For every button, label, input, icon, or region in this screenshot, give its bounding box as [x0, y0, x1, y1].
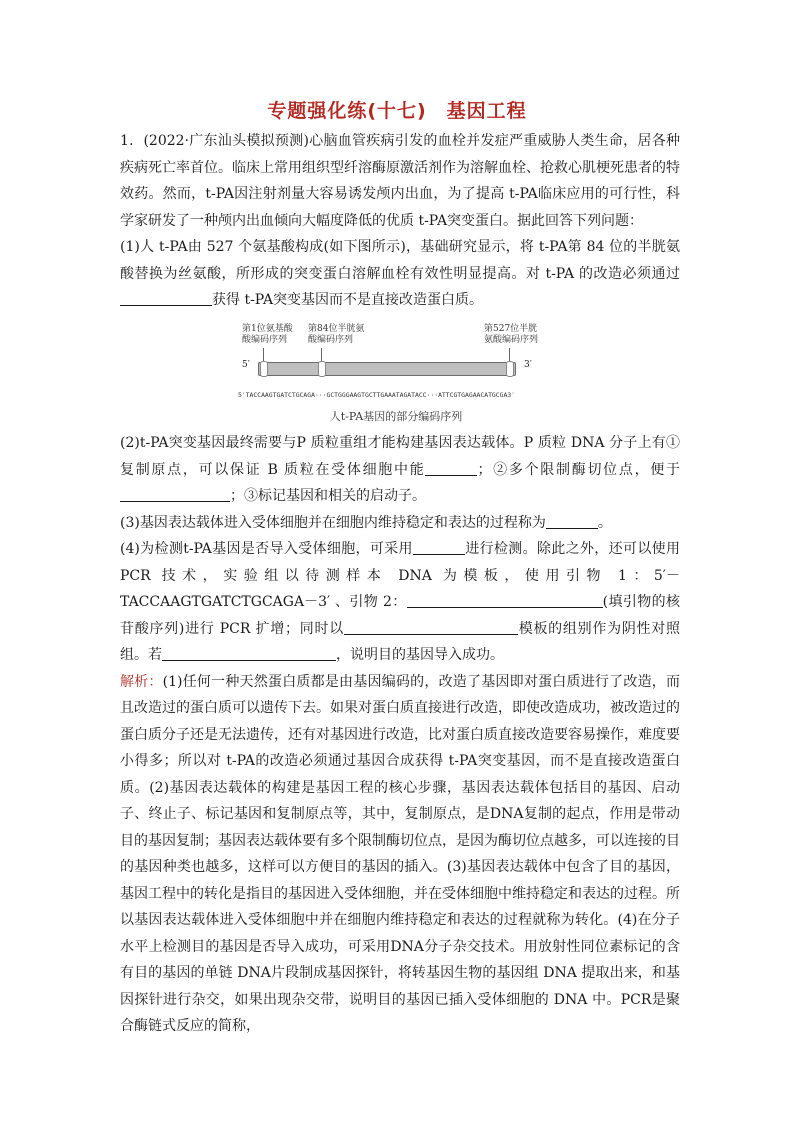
- part-1-text-a: (1)人 t-PA由 527 个氨基酸构成(如下图所示)，基础研究显示，将 t-PA第 84 位的半胱氨酸替换为丝氨酸，所形成的突变蛋白溶解血栓有效性明显提高。对 t-PA 的改造必须通过: [120, 239, 680, 282]
- part-4-text-c: (填引物的核苷酸序列)进行 PCR 扩增；同时以: [120, 594, 680, 637]
- part-4-text-a: (4)为检测t-PA基因是否导入受体细胞，可采用: [120, 541, 413, 557]
- answer-blank-7[interactable]: [344, 620, 518, 635]
- part-4-text-e: ，说明目的基因导入成功。: [336, 647, 504, 663]
- gene-diagram: [236, 320, 556, 430]
- marker-aa1: [260, 361, 268, 377]
- question-intro: 1．(2022·广东汕头模拟预测)心脑血管疾病引发的血栓并发症严重威胁人类生命，居各种疾病死亡率首位。临床上常用组织型纤溶酶原激活剂作为溶解血栓、抢救心肌梗死患者的特效药。然而，t-PA因注射剂量大容易诱发颅内出血，为了提高 t-PA临床应用的可行性，科学家研发了一种颅内出血倾向大幅度降低的优质 t-PA突变蛋白。据此回答下列问题：: [120, 133, 680, 229]
- coding-sequence: 5′TACCAAGTGATCTGCAGA···GCTGGGAAGTGCTTGAAATAGATACC···ATTCGTGAGAACATGCGA3′: [238, 391, 516, 399]
- pointer-aa527: [509, 348, 510, 361]
- answer-blank-3[interactable]: [120, 487, 230, 502]
- part-2-text-a: (2)t-PA突变基因最终需要与P 质粒重组才能构建基因表达载体。P 质粒 DNA 分子上有①复制原点，可以保证 B 质粒在受体细胞中能: [120, 435, 680, 478]
- answer-blank-6[interactable]: [407, 593, 603, 608]
- question-part-3: [120, 510, 680, 537]
- answer-blank-2[interactable]: [425, 461, 477, 476]
- question-1-block: [120, 128, 680, 314]
- explanation-text: (1)任何一种天然蛋白质都是由基因编码的，改造了基因即对蛋白质进行了改造，而且改造过的蛋白质可以遗传下去。如果对蛋白质直接进行改造，即使改造成功，被改造过的蛋白质分子还是无法遗传，还有对基因进行改造，比对蛋白质直接改造要容易操作，难度要小得多；所以对 t-PA的改造必须通过基因合成获得 t-PA突变基因，而不是直接改造蛋白质。(2)基因表达载体的构建是基因工程的核心步骤，基因表达载体包括目的基因、启动子、终止子、标记基因和复制原点等，其中，复制原点，是DNA复制的起点，作用是带动目的基因复制；基因表达载体要有多个限制酶切位点，是因为酶切位点越多，可以连接的目的基因种类也越多，这样可以方便目的基因的插入。(3)基因表达载体中包含了目的基因，基因工程中的转化是指目的基因进入受体细胞，并在受体细胞中维持稳定和表达的过程。所以基因表达载体进入受体细胞中并在细胞内维持稳定和表达的过程就称为转化。(4)在分子水平上检测目的基因是否导入成功，可采用DNA分子杂交技术。用放射性同位素标记的含有目的基因的单链 DNA片段制成基因探针，将转基因生物的基因组 DNA 提取出来，和基因探针进行杂交，如果出现杂交带，说明目的基因已插入受体细胞的 DNA 中。PCR是聚合酶链式反应的简称，: [120, 673, 680, 1034]
- part-3-text-b: 。: [597, 514, 612, 531]
- question-part-2: [120, 430, 680, 510]
- marker-aa527: [506, 361, 514, 377]
- label-aa1: 第1位氨基酸 酸编码序列: [242, 324, 293, 345]
- part-1-text-b: 获得 t-PA突变基因而不是直接改造蛋白质。: [212, 292, 484, 308]
- gene-bar: [258, 362, 516, 376]
- pointer-aa84: [321, 348, 322, 361]
- question-parts-2-4: [120, 430, 680, 1040]
- three-prime-end: 3′: [524, 360, 532, 370]
- answer-explanation: [120, 669, 680, 1040]
- explanation-label: 解析：: [120, 673, 163, 690]
- answer-blank-1[interactable]: [120, 291, 212, 306]
- pointer-aa1: [263, 348, 264, 361]
- part-4-text-d: 模板的组别作为阴性对照组。若: [120, 620, 681, 663]
- answer-blank-8[interactable]: [162, 646, 336, 661]
- label-aa527: 第527位半胱 氨酸编码序列: [484, 324, 539, 345]
- five-prime-end: 5′: [242, 360, 250, 370]
- answer-blank-4[interactable]: [546, 514, 598, 529]
- question-part-1: [120, 234, 680, 314]
- part-4-text-b: 进行检测。除此之外，还可以使用 PCR 技术，实验组以待测样本 DNA 为模板，使用引物 1：5′－TACCAAGTGATCTGCAGA－3′ 、引物 2：: [120, 541, 681, 610]
- answer-blank-5[interactable]: [413, 540, 465, 555]
- question-part-4: [120, 536, 680, 669]
- marker-aa84: [318, 361, 326, 377]
- part-2-text-c: ；③标记基因和相关的启动子。: [230, 488, 426, 504]
- page-title: 专题强化练(十七) 基因工程: [267, 100, 527, 122]
- part-3-text-a: (3)基因表达载体进入受体细胞并在细胞内维持稳定和表达的过程称为: [120, 514, 546, 531]
- label-aa84: 第84位半胱氨 酸编码序列: [308, 324, 365, 345]
- part-2-text-b: ；②多个限制酶切位点，便于: [477, 461, 681, 478]
- figure-caption: 人t-PA基因的部分编码序列: [329, 410, 463, 423]
